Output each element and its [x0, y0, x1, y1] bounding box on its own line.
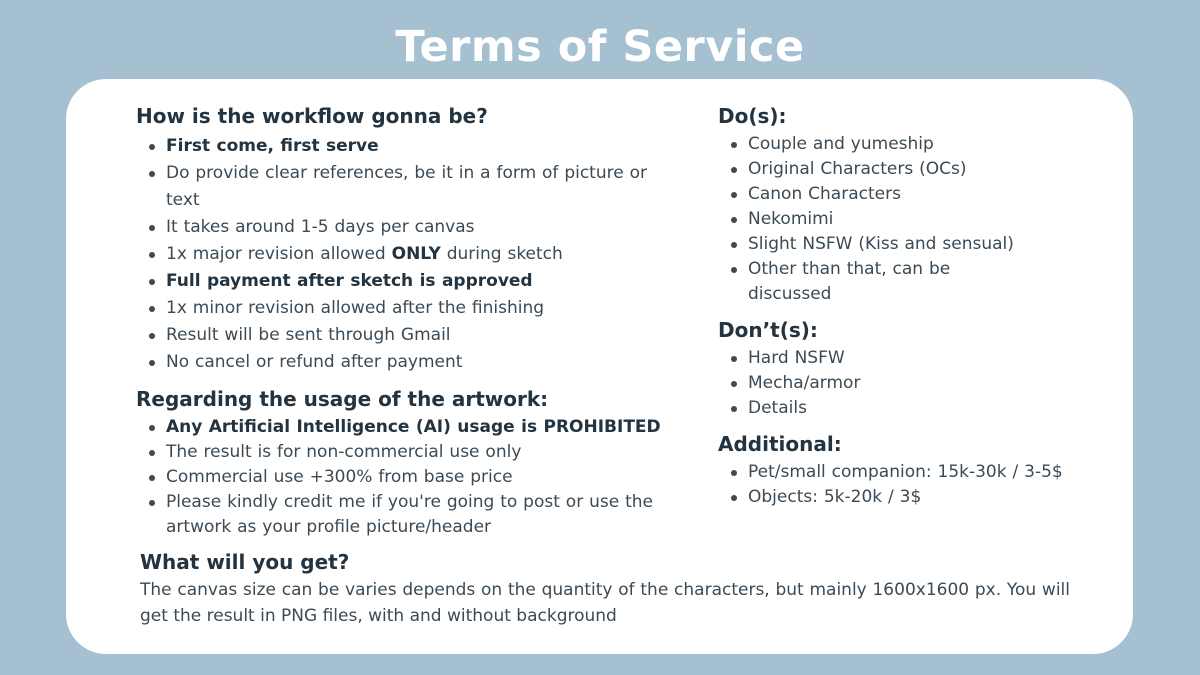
dos-heading: Do(s):	[718, 104, 787, 128]
deliverables-heading: What will you get?	[140, 550, 350, 574]
deliverables-section	[140, 549, 1070, 629]
list-item: It takes around 1-5 days per canvas	[166, 214, 676, 241]
workflow-heading: How is the workflow gonna be?	[136, 104, 488, 128]
dos-list	[718, 132, 1118, 307]
list-item: Slight NSFW (Kiss and sensual)	[748, 232, 1118, 257]
list-item: Canon Characters	[748, 182, 1118, 207]
list-item: The result is for non-commercial use only	[166, 440, 676, 465]
list-item: Original Characters (OCs)	[748, 157, 1118, 182]
list-item-text: 1x major revision allowed	[166, 244, 392, 264]
left-column	[136, 103, 676, 540]
workflow-list	[136, 133, 676, 376]
deliverables-text: The canvas size can be varies depends on the quantity of the characters, but mainly 1600x1600 px. You will get the result in PNG files, with and without background	[140, 580, 1070, 626]
list-item: Other than that, can be discussed	[748, 257, 978, 307]
list-item: Do provide clear references, be it in a form of picture or text	[166, 160, 676, 214]
list-item: Couple and yumeship	[748, 132, 1118, 157]
list-item: Any Artificial Intelligence (AI) usage is PROHIBITED	[166, 415, 676, 440]
additional-section	[718, 431, 1118, 510]
additional-heading: Additional:	[718, 432, 842, 456]
donts-list	[718, 346, 1118, 421]
list-item: Please kindly credit me if you're going to post or use the artwork as your profile picture/header	[166, 490, 676, 540]
list-item: No cancel or refund after payment	[166, 349, 676, 376]
terms-card	[66, 79, 1133, 654]
list-item: Commercial use +300% from base price	[166, 465, 676, 490]
usage-section	[136, 386, 676, 540]
right-column	[718, 103, 1118, 520]
usage-heading: Regarding the usage of the artwork:	[136, 387, 549, 411]
list-item: Nekomimi	[748, 207, 1118, 232]
list-item: Hard NSFW	[748, 346, 1118, 371]
list-item	[166, 241, 676, 268]
list-item-emphasis: ONLY	[391, 244, 441, 264]
list-item: Objects: 5k-20k / 3$	[748, 485, 1118, 510]
list-item: Details	[748, 396, 1118, 421]
dos-section	[718, 103, 1118, 307]
list-item-text: during sketch	[440, 244, 563, 264]
additional-list	[718, 460, 1118, 510]
usage-list	[136, 415, 676, 540]
donts-heading: Don’t(s):	[718, 318, 818, 342]
list-item: 1x minor revision allowed after the finishing	[166, 295, 676, 322]
list-item: Result will be sent through Gmail	[166, 322, 676, 349]
donts-section	[718, 317, 1118, 421]
list-item: Full payment after sketch is approved	[166, 268, 676, 295]
list-item: First come, first serve	[166, 133, 676, 160]
list-item: Pet/small companion: 15k-30k / 3-5$	[748, 460, 1118, 485]
list-item: Mecha/armor	[748, 371, 1118, 396]
page-title: Terms of Service	[395, 22, 805, 72]
